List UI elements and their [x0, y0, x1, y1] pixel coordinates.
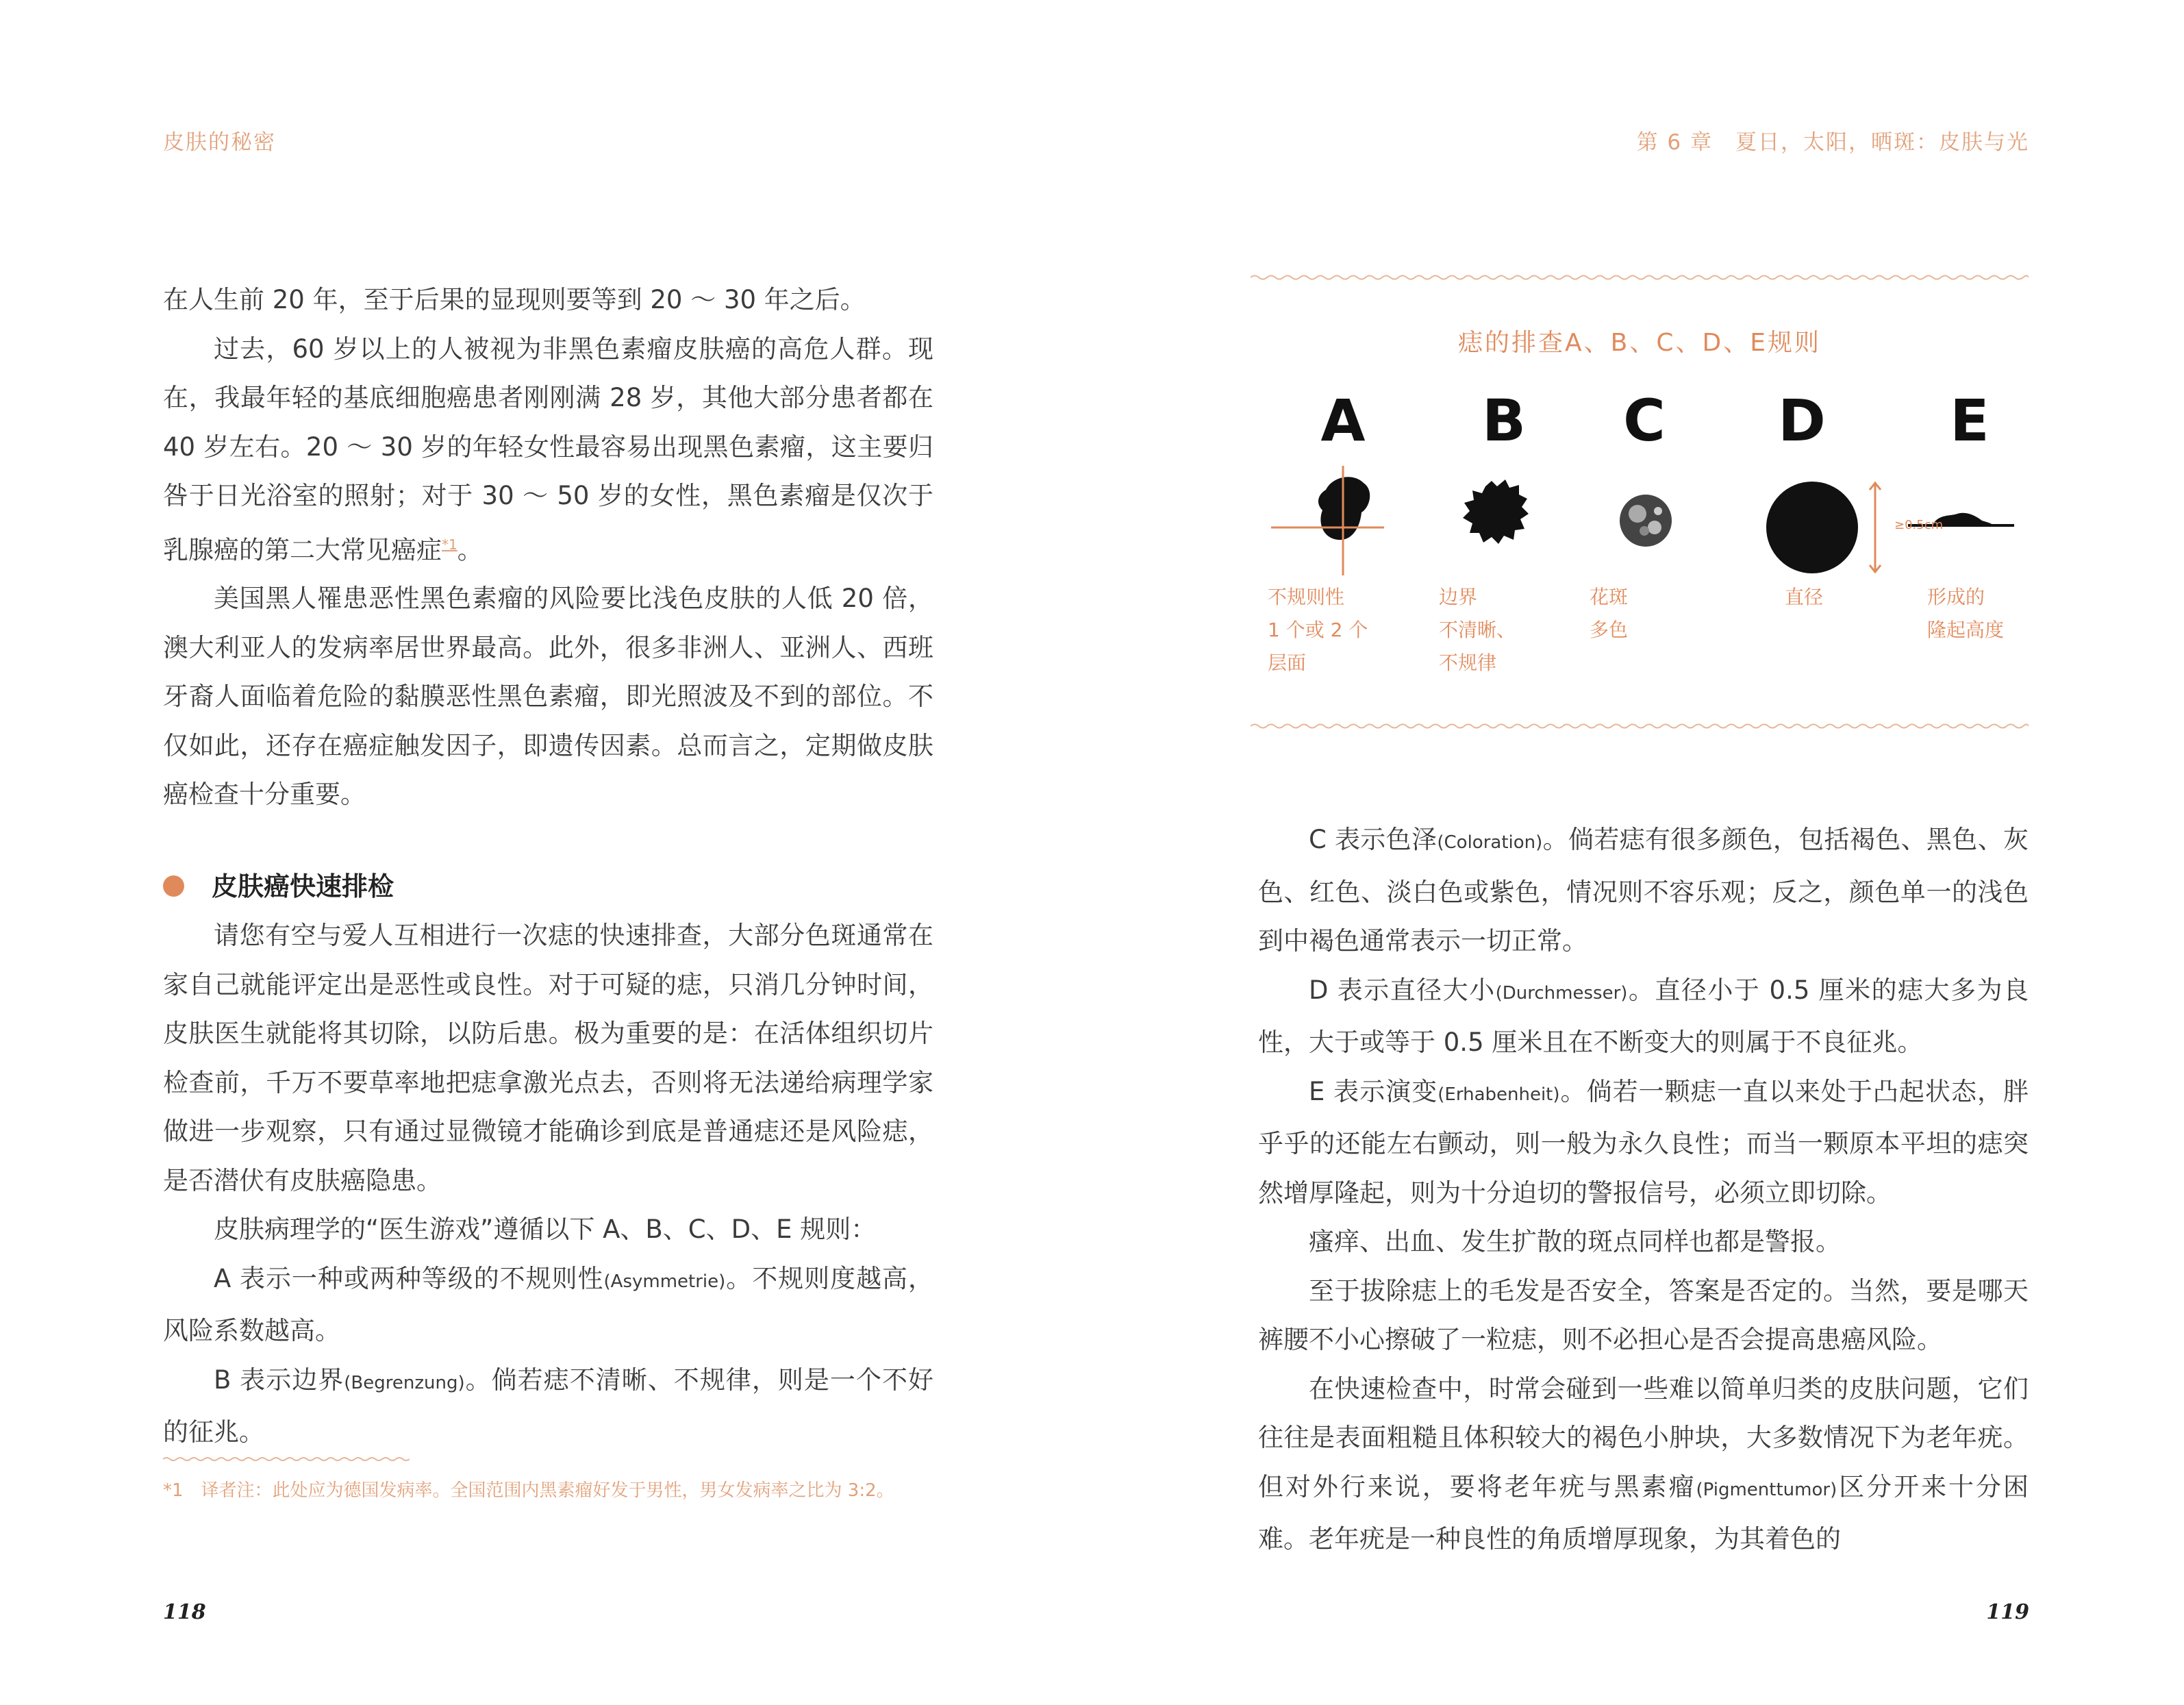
section-heading: 皮肤癌快速排检	[163, 865, 394, 903]
paragraph: 过去，60 岁以上的人被视为非黑色素瘤皮肤癌的高危人群。现在，我最年轻的基底细胞癌患者刚刚满 28 岁，其他大部分患者都在 40 岁左右。20 ～ 30 岁的年轻女性最容易出现黑色素瘤，这主要归咎于日光浴室的照射；对于 30 ～ 50 岁的女性，黑色素瘤是仅次于乳腺癌的第二大常见癌症$^{*1}$。	[163, 334, 933, 564]
letter-a: A	[1320, 387, 1366, 454]
mole-illustrations	[1251, 445, 2029, 582]
paragraph: A 表示一种或两种等级的不规则性(Asymmetrie)。不规则度越高，风险系数越高。	[163, 1263, 934, 1345]
running-header-right: 第 6 章 夏日，太阳，晒斑：皮肤与光	[1636, 130, 2029, 155]
caption-e: 形成的 隆起高度	[1927, 586, 2005, 641]
caption-c: 花斑 多色	[1590, 586, 1629, 641]
paragraph: 至于拔除痣上的毛发是否安全，答案是否定的。当然，要是哪天裤腰不小心擦破了一粒痣，则不必担心是否会提高患癌风险。	[1258, 1275, 2029, 1354]
footnote-divider	[163, 1456, 410, 1462]
left-page-body-2	[163, 911, 933, 1457]
multicolor-mole-icon	[1620, 495, 1672, 547]
letter-e: E	[1950, 387, 1990, 454]
letter-c: C	[1623, 387, 1666, 454]
figure-bottom-border	[1251, 723, 2029, 730]
paragraph: C 表示色泽(Coloration)。倘若痣有很多颜色，包括褐色、黑色、灰色、红色、淡白色或紫色，情况则不容乐观；反之，颜色单一的浅色到中褐色通常表示一切正常。	[1258, 825, 2029, 956]
letter-b: B	[1481, 387, 1527, 454]
paragraph: 美国黑人罹患恶性黑色素瘤的风险要比浅色皮肤的人低 20 倍，澳大利亚人的发病率居世界最高。此外，很多非洲人、亚洲人、西班牙裔人面临着危险的黏膜恶性黑色素瘤，即光照波及不到的部位。不仅如此，还存在癌症触发因子，即遗传因素。总而言之，定期做皮肤癌检查十分重要。	[163, 584, 933, 810]
abcde-figure	[1251, 274, 2029, 740]
letter-d: D	[1778, 387, 1826, 454]
irregular-border-mole-icon	[1463, 480, 1529, 544]
paragraph: 瘙痒、出血、发生扩散的斑点同样也都是警报。	[1309, 1227, 1841, 1256]
caption-a: 不规则性 1 个或 2 个 层面	[1268, 586, 1368, 674]
asymmetric-mole-icon	[1271, 466, 1384, 575]
page-number-left: 118	[163, 1600, 206, 1624]
caption-d: 直径	[1785, 586, 1824, 608]
diameter-mole-icon	[1766, 482, 1881, 573]
diameter-measure-label: ≥0.5cm	[1894, 518, 1944, 532]
page-number-right: 119	[1986, 1600, 2029, 1624]
running-header-left: 皮肤的秘密	[163, 130, 276, 155]
bullet-dot-icon	[163, 875, 184, 897]
footnote: *1 译者注：此处应为德国发病率。全国范围内黑素瘤好发于男性，男女发病率之比为 3:2。	[163, 1480, 894, 1501]
paragraph: 皮肤病理学的“医生游戏”遵循以下 A、B、C、D、E 规则：	[214, 1215, 877, 1244]
paragraph: 请您有空与爱人互相进行一次痣的快速排查，大部分色斑通常在家自己就能评定出是恶性或良性。对于可疑的痣，只消几分钟时间，皮肤医生就能将其切除，以防后患。极为重要的是：在活体组织切片检查前，千万不要草率地把痣拿激光点去，否则将无法递给病理学家做进一步观察，只有通过显微镜才能确诊到底是普通痣还是风险痣，是否潜伏有皮肤癌隐患。	[163, 921, 933, 1195]
caption-b: 边界 不清晰、 不规律	[1439, 586, 1516, 674]
paragraph: 在快速检查中，时常会碰到一些难以简单归类的皮肤问题，它们往往是表面粗糙且体积较大的褐色小肿块，大多数情况下为老年疣。但对外行来说，要将老年疣与黑素瘤(Pigmenttumor)区分开来十分困难。老年疣是一种良性的角质增厚现象，为其着色的	[1258, 1373, 2029, 1554]
right-page-body	[1258, 815, 2029, 1564]
left-page-body	[163, 275, 933, 819]
figure-title: 痣的排查A、B、C、D、E规则	[1458, 329, 1821, 357]
figure-top-border	[1251, 274, 2029, 281]
paragraph: B 表示边界(Begrenzung)。倘若痣不清晰、不规律，则是一个不好的征兆。	[163, 1365, 933, 1447]
footnote-ref[interactable]: *1	[442, 536, 457, 553]
paragraph: E 表示演变(Erhabenheit)。倘若一颗痣一直以来处于凸起状态，胖乎乎的还能左右颤动，则一般为永久良性；而当一颗原本平坦的痣突然增厚隆起，则为十分迫切的警报信号，必须立即切除。	[1258, 1076, 2029, 1208]
paragraph: 在人生前 20 年，至于后果的显现则要等到 20 ～ 30 年之后。	[163, 285, 866, 314]
paragraph: D 表示直径大小(Durchmesser)。直径小于 0.5 厘米的痣大多为良性，大于或等于 0.5 厘米且在不断变大的则属于不良征兆。	[1258, 975, 2029, 1057]
